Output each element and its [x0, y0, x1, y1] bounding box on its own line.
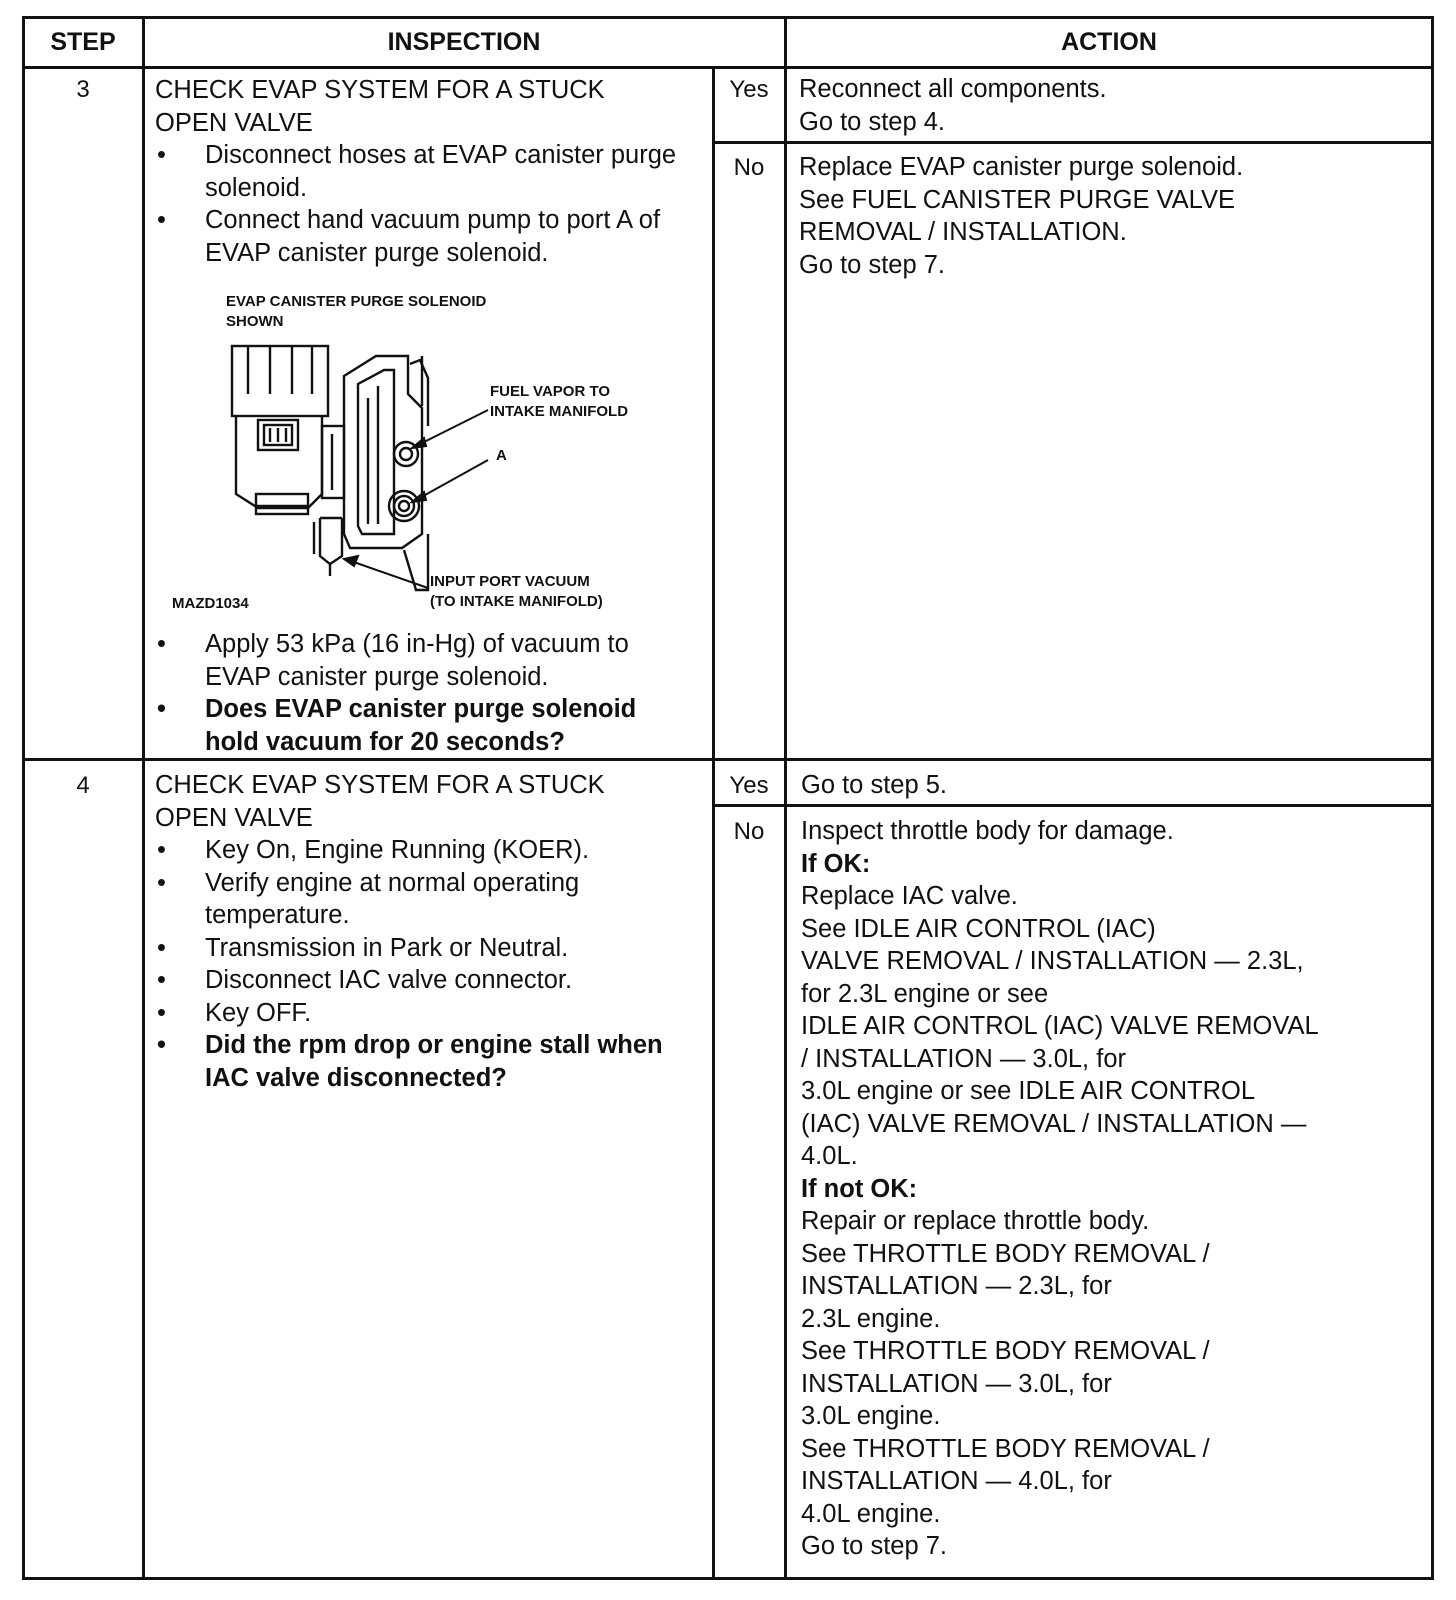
- bullet-icon: •: [157, 630, 166, 658]
- figure-code: MAZD1034: [172, 595, 249, 612]
- action-line: See THROTTLE BODY REMOVAL /: [801, 1434, 1210, 1463]
- solenoid-drawing-icon: [172, 294, 692, 614]
- action-line: REMOVAL / INSTALLATION.: [799, 218, 1127, 246]
- bullet-icon: •: [157, 1031, 166, 1059]
- bullet-line: Key OFF.: [205, 998, 312, 1027]
- action-line: See FUEL CANISTER PURGE VALVE: [799, 185, 1235, 214]
- inspection-title: OPEN VALVE: [155, 108, 313, 137]
- figure-label-port-a: A: [496, 447, 507, 464]
- action-line: See THROTTLE BODY REMOVAL /: [801, 1337, 1210, 1365]
- bullet-line: EVAP canister purge solenoid.: [205, 662, 549, 691]
- action-line: 4.0L engine.: [801, 1499, 941, 1528]
- diagnostic-table: [22, 16, 1434, 1580]
- inspection-bullet: [155, 834, 663, 867]
- bullet-line: temperature.: [205, 901, 350, 929]
- inspection-text-step-4: [155, 769, 663, 1094]
- header-inspection: INSPECTION: [387, 27, 541, 56]
- bullet-line: EVAP canister purge solenoid.: [205, 238, 549, 267]
- figure-label-input-port: [430, 572, 603, 612]
- bullet-line: Transmission in Park or Neutral.: [205, 933, 569, 962]
- figure-label-fuel-vapor: [490, 382, 628, 422]
- yes-label: Yes: [729, 772, 769, 799]
- inspection-bullet: [155, 932, 663, 965]
- action-line: for 2.3L engine or see: [801, 979, 1049, 1008]
- figure-label-line: FUEL VAPOR TO: [490, 383, 611, 400]
- action-line: (IAC) VALVE REMOVAL / INSTALLATION —: [801, 1109, 1307, 1138]
- action-line: Reconnect all components.: [799, 75, 1107, 103]
- bullet-line: Disconnect hoses at EVAP canister purge: [205, 141, 677, 169]
- header-step: STEP: [50, 27, 116, 56]
- action-line: Inspect throttle body for damage.: [801, 817, 1174, 845]
- no-action: [801, 815, 1319, 1563]
- bullet-line: Disconnect IAC valve connector.: [205, 966, 573, 994]
- inspection-bullet: [155, 139, 676, 204]
- action-line: / INSTALLATION — 3.0L, for: [801, 1044, 1126, 1073]
- header-action: ACTION: [1061, 27, 1157, 56]
- inspection-title: CHECK EVAP SYSTEM FOR A STUCK: [155, 76, 605, 104]
- bullet-line: Does EVAP canister purge solenoid: [205, 695, 637, 723]
- action-subheading: If not OK:: [801, 1174, 918, 1203]
- bullet-line: Apply 53 kPa (16 in-Hg) of vacuum to: [205, 630, 629, 658]
- action-line: 2.3L engine.: [801, 1304, 941, 1333]
- step-number: 3: [76, 76, 90, 103]
- action-line: Go to step 4.: [799, 107, 946, 136]
- bullet-line: Connect hand vacuum pump to port A of: [205, 206, 661, 234]
- bullet-line: hold vacuum for 20 seconds?: [205, 727, 565, 756]
- no-label: No: [733, 818, 765, 845]
- inspection-bullet: [155, 628, 636, 693]
- bullet-icon: •: [157, 206, 166, 234]
- figure-label-line: INTAKE MANIFOLD: [490, 403, 629, 420]
- action-line: See IDLE AIR CONTROL (IAC): [801, 914, 1156, 943]
- inspection-question: [155, 693, 636, 758]
- action-line: Go to step 7.: [801, 1532, 948, 1560]
- inspection-bullet: [155, 867, 663, 932]
- inspection-bullet: [155, 997, 663, 1030]
- row-divider: [22, 758, 1434, 761]
- action-line: 3.0L engine.: [801, 1402, 941, 1430]
- bullet-line: solenoid.: [205, 173, 308, 202]
- bullet-line: IAC valve disconnected?: [205, 1063, 507, 1092]
- action-line: INSTALLATION — 3.0L, for: [801, 1369, 1112, 1398]
- yes-label: Yes: [729, 76, 769, 103]
- figure-label-line: (TO INTAKE MANIFOLD): [430, 593, 603, 610]
- action-line: See THROTTLE BODY REMOVAL /: [801, 1239, 1210, 1268]
- inspection-title: CHECK EVAP SYSTEM FOR A STUCK: [155, 771, 605, 799]
- bullet-line: Verify engine at normal operating: [205, 868, 580, 897]
- inspection-text-step-3-continued: [155, 628, 636, 758]
- inspection-bullet: [155, 204, 676, 269]
- action-line: 4.0L.: [801, 1142, 858, 1170]
- action-line: IDLE AIR CONTROL (IAC) VALVE REMOVAL: [801, 1012, 1319, 1040]
- bullet-line: Key On, Engine Running (KOER).: [205, 836, 590, 864]
- action-line: Replace EVAP canister purge solenoid.: [799, 153, 1244, 181]
- row3-yes-no-divider: [712, 141, 1434, 144]
- action-line: Go to step 5.: [801, 771, 948, 799]
- solenoid-figure: [172, 294, 692, 614]
- action-line: INSTALLATION — 4.0L, for: [801, 1467, 1112, 1495]
- no-label: No: [733, 154, 765, 181]
- action-line: VALVE REMOVAL / INSTALLATION — 2.3L,: [801, 947, 1304, 975]
- inspection-title: OPEN VALVE: [155, 803, 313, 832]
- row4-yes-no-divider: [712, 804, 1434, 807]
- action-line: Go to step 7.: [799, 250, 946, 279]
- bullet-icon: •: [157, 868, 166, 897]
- inspection-text-step-3: [155, 74, 676, 269]
- yes-action: [799, 73, 1107, 138]
- figure-caption-line: EVAP CANISTER PURGE SOLENOID: [226, 293, 487, 310]
- figure-label-line: INPUT PORT VACUUM: [430, 573, 590, 590]
- bullet-icon: •: [157, 141, 166, 169]
- bullet-icon: •: [157, 998, 166, 1027]
- action-line: Replace IAC valve.: [801, 882, 1018, 910]
- figure-caption-line: SHOWN: [226, 313, 284, 330]
- yes-action: [801, 769, 947, 802]
- action-subheading: If OK:: [801, 849, 871, 878]
- bullet-icon: •: [157, 836, 166, 864]
- inspection-bullet: [155, 964, 663, 997]
- inspection-question: [155, 1029, 663, 1094]
- bullet-icon: •: [157, 695, 166, 723]
- bullet-icon: •: [157, 966, 166, 994]
- step-number: 4: [76, 772, 90, 799]
- bullet-line: Did the rpm drop or engine stall when: [205, 1031, 663, 1059]
- no-action: [799, 151, 1243, 281]
- action-line: INSTALLATION — 2.3L, for: [801, 1272, 1112, 1300]
- action-line: 3.0L engine or see IDLE AIR CONTROL: [801, 1077, 1256, 1105]
- bullet-icon: •: [157, 933, 166, 962]
- action-line: Repair or replace throttle body.: [801, 1207, 1150, 1235]
